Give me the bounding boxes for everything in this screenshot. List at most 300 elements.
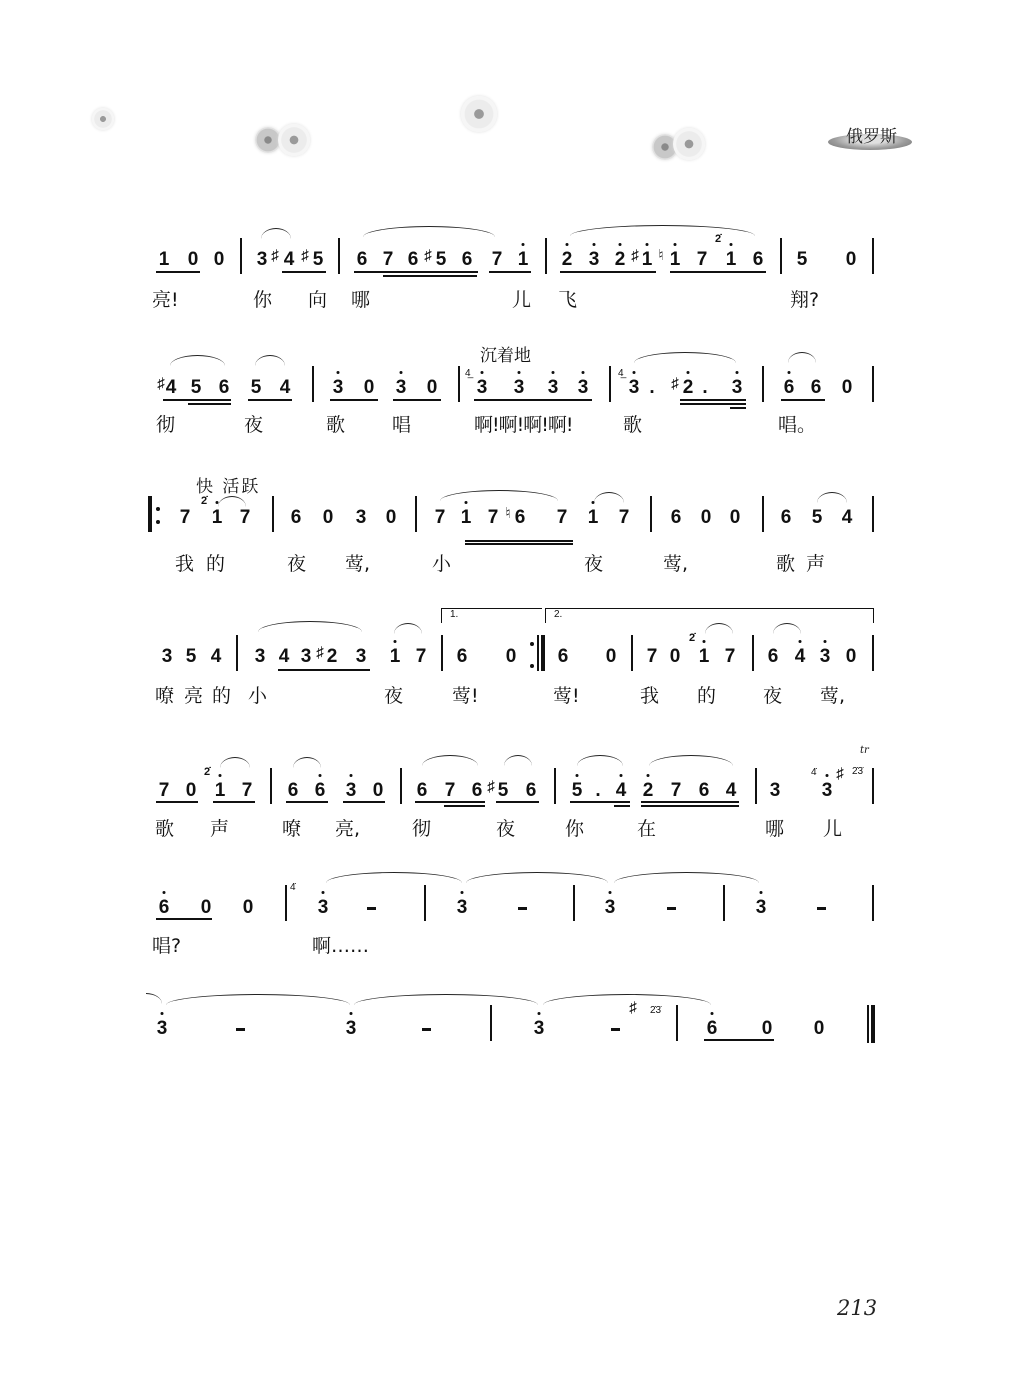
note: 0: [200, 897, 212, 918]
octave-dot: [322, 891, 325, 894]
note: 4: [283, 249, 295, 270]
note: 6: [218, 377, 230, 398]
lyric: 声: [210, 818, 230, 840]
sustain-dash: [367, 907, 376, 910]
sustain-dash: [236, 1028, 245, 1031]
trill-mark: tr: [860, 745, 869, 756]
underline: [641, 805, 739, 807]
bar-line: [609, 366, 611, 402]
bar-line: [424, 885, 426, 921]
underline: [415, 801, 485, 803]
lyric: 儿: [823, 818, 843, 840]
lyric: 亮,: [335, 818, 361, 840]
note: 6: [407, 249, 419, 270]
underline: [704, 1039, 774, 1041]
note: 7: [556, 507, 568, 528]
bar-line: [272, 496, 274, 532]
note: 4: [615, 780, 627, 801]
underline: [560, 271, 656, 273]
lyric: 在: [637, 818, 657, 840]
note: 4: [165, 377, 177, 398]
lyric: 飞: [558, 289, 578, 311]
note: 3: [156, 1018, 168, 1039]
bar-line: [236, 635, 238, 671]
note: 1: [698, 646, 710, 667]
sharp-icon: ♯: [316, 644, 324, 661]
lyric: 的: [697, 685, 717, 707]
octave-dot: [736, 371, 739, 374]
note: 6: [698, 780, 710, 801]
note: 6: [471, 780, 483, 801]
repeat-dot: [530, 664, 534, 668]
underline: [278, 669, 370, 671]
octave-dot: [350, 1012, 353, 1015]
bar-line: [676, 1005, 678, 1041]
note: 5: [497, 780, 509, 801]
note: 0: [605, 646, 617, 667]
note: 2: [642, 780, 654, 801]
slur: [634, 352, 736, 363]
underline: [570, 801, 630, 803]
flower-icon: [461, 96, 497, 132]
bar-line: [554, 768, 556, 804]
lyric: 歌: [776, 553, 796, 575]
note: 7: [724, 646, 736, 667]
repeat-dot: [156, 507, 160, 511]
note: 6: [780, 507, 792, 528]
octave-dot: [674, 243, 677, 246]
note: 1: [641, 249, 653, 270]
underline: [614, 805, 630, 807]
note: 6: [416, 780, 428, 801]
tie: [354, 994, 538, 1005]
slur: [293, 757, 321, 768]
repeat-end-barline: [537, 635, 539, 671]
note: 4: [725, 780, 737, 801]
sustain-dash: [817, 907, 826, 910]
octave-dot: [824, 640, 827, 643]
note: 6: [287, 780, 299, 801]
octave-dot: [522, 243, 525, 246]
repeat-dot: [530, 642, 534, 646]
note: 0: [845, 249, 857, 270]
bar-line: [872, 496, 874, 532]
sharp-icon: ♯: [487, 778, 495, 795]
lyric: 夜: [244, 414, 264, 436]
lyric: 亮!: [152, 289, 179, 311]
note: 6: [456, 646, 468, 667]
note: 7: [179, 507, 191, 528]
slur: [261, 228, 291, 239]
lyric: 唱?: [152, 935, 182, 957]
slur: [363, 226, 495, 237]
note: 3: [547, 377, 559, 398]
lyric: 莺,: [345, 553, 371, 575]
underline: [156, 918, 212, 920]
note: 0: [761, 1018, 773, 1039]
bar-line: [872, 635, 874, 671]
note: 0: [185, 780, 197, 801]
note: 1: [389, 646, 401, 667]
note: 6: [767, 646, 779, 667]
lyric: 小: [432, 553, 452, 575]
underline: [393, 399, 441, 401]
grace-note: 2̇: [204, 766, 211, 778]
note: 2: [326, 646, 338, 667]
note: 6: [557, 646, 569, 667]
slur: [504, 755, 532, 766]
grace-note: 2̇: [201, 495, 208, 507]
flower-icon: [673, 128, 705, 160]
lyric: 夜: [763, 685, 783, 707]
note: 6: [461, 249, 473, 270]
octave-dot: [609, 891, 612, 894]
underline: [781, 399, 825, 401]
flower-icon: [278, 124, 310, 156]
underline: [680, 399, 746, 401]
sharp-icon: ♯: [424, 247, 432, 264]
sustain-dash: [422, 1028, 431, 1031]
note: 6: [525, 780, 537, 801]
note: 2: [614, 249, 626, 270]
bar-line: [872, 366, 874, 402]
underline: [163, 399, 231, 401]
lyric: 彻: [156, 414, 176, 436]
slur: [422, 755, 478, 766]
note: 0: [372, 780, 384, 801]
bar-line: [631, 635, 633, 671]
underline: [156, 271, 200, 273]
grace-note: 4̇: [811, 767, 817, 778]
lyric: 你: [565, 818, 585, 840]
note: 7: [487, 507, 499, 528]
bar-line: [312, 366, 314, 402]
octave-dot: [730, 243, 733, 246]
lyric: 啊!啊!啊!啊!: [474, 414, 573, 436]
octave-dot: [711, 1012, 714, 1015]
underline: [286, 801, 328, 803]
octave-dot: [465, 501, 468, 504]
note: 5: [435, 249, 447, 270]
note: 0: [242, 897, 254, 918]
slur: [220, 757, 250, 768]
octave-dot: [799, 640, 802, 643]
note: 3: [821, 780, 833, 801]
bar-line: [415, 496, 417, 532]
slur: [170, 355, 225, 366]
underline: [248, 399, 292, 401]
bar-line: [762, 366, 764, 402]
lyric: 我: [175, 553, 195, 575]
underline: [474, 399, 592, 401]
sustain-dash: [611, 1028, 620, 1031]
slur: [788, 352, 816, 363]
underline: [444, 805, 485, 807]
grace-note: 2̇: [715, 233, 722, 245]
underline: [496, 801, 539, 803]
bar-line: [872, 238, 874, 274]
note: 5: [571, 780, 583, 801]
octave-dot: [350, 774, 353, 777]
lyric: 儿: [512, 289, 532, 311]
note: 3: [254, 646, 266, 667]
note: 0: [841, 377, 853, 398]
note: 7: [241, 780, 253, 801]
note: 3: [604, 897, 616, 918]
lyric: 莺,: [820, 685, 846, 707]
octave-dot: [788, 371, 791, 374]
lyric: 的: [212, 685, 232, 707]
lyric: 歌: [623, 414, 643, 436]
lyric: 歌: [326, 414, 346, 436]
octave-dot: [703, 640, 706, 643]
octave-dot: [538, 1012, 541, 1015]
note: 7: [239, 507, 251, 528]
note: 7: [670, 780, 682, 801]
lyric: 夜: [496, 818, 516, 840]
sustain-dash: [518, 907, 527, 910]
note: 1: [517, 249, 529, 270]
bar-line: [458, 366, 460, 402]
note: 7: [382, 249, 394, 270]
bar-line: [872, 885, 874, 921]
bar-line: [762, 496, 764, 532]
note: 1: [669, 249, 681, 270]
sustain-dash: [667, 907, 676, 910]
bar-line: [650, 496, 652, 532]
tie: [543, 994, 711, 1005]
note: 1: [460, 507, 472, 528]
bar-line: [755, 768, 757, 804]
note: 3: [819, 646, 831, 667]
octave-dot: [481, 371, 484, 374]
repeat-start-barline: [148, 496, 152, 532]
note: 0: [363, 377, 375, 398]
lyric: 歌: [155, 818, 175, 840]
note: 3: [300, 646, 312, 667]
lyric: 莺!: [452, 685, 479, 707]
tie: [166, 994, 350, 1005]
country-label: 俄罗斯: [846, 127, 897, 147]
note: 6: [158, 897, 170, 918]
sharp-icon: ♯: [271, 247, 279, 264]
octave-dot: [760, 891, 763, 894]
lyric: 夜: [384, 685, 404, 707]
underline: [465, 540, 573, 542]
lyric: 声: [806, 553, 826, 575]
tie: [614, 872, 759, 883]
note: 1: [587, 507, 599, 528]
slur: [705, 623, 733, 634]
note: 1: [725, 249, 737, 270]
lyric: 莺,: [663, 553, 689, 575]
note: 5: [185, 646, 197, 667]
note: 7: [444, 780, 456, 801]
final-barline-thin: [867, 1005, 869, 1043]
note: 5: [190, 377, 202, 398]
lyric: 翔?: [790, 289, 820, 311]
octave-dot: [633, 371, 636, 374]
bar-line: [752, 635, 754, 671]
note: 5: [811, 507, 823, 528]
note: 7: [696, 249, 708, 270]
note: 3: [588, 249, 600, 270]
slur: [258, 621, 362, 632]
lyric: 夜: [287, 553, 307, 575]
note: 5: [796, 249, 808, 270]
note: 6: [783, 377, 795, 398]
lyric: 我: [640, 685, 660, 707]
octave-dot: [646, 243, 649, 246]
time-signature: 4̲: [618, 368, 624, 379]
sharp-icon: ♯: [671, 375, 679, 392]
note: 3: [628, 377, 640, 398]
note: 6: [356, 249, 368, 270]
note: 0: [700, 507, 712, 528]
grace-note: 2̇3̇: [650, 1005, 662, 1016]
octave-dot: [319, 774, 322, 777]
lyric: 莺!: [553, 685, 580, 707]
octave-dot: [219, 774, 222, 777]
page-number: 213: [837, 1296, 878, 1320]
note: 6: [290, 507, 302, 528]
underline: [489, 271, 531, 273]
note: 4: [278, 646, 290, 667]
lyric: 小: [248, 685, 268, 707]
natural-icon: ♮: [658, 247, 664, 264]
tie-continuation: [146, 993, 162, 1004]
grace-note: 4̇: [290, 882, 296, 893]
note: 4: [279, 377, 291, 398]
expression-mark: 快 活跃: [196, 477, 261, 497]
note: 3: [355, 507, 367, 528]
octave-dot: [552, 371, 555, 374]
underline: [465, 543, 573, 545]
note: 4: [210, 646, 222, 667]
lyric: 嘹: [282, 818, 302, 840]
note: 0: [322, 507, 334, 528]
lyric: 向: [308, 289, 328, 311]
slur: [440, 490, 558, 501]
note: 6: [514, 507, 526, 528]
note: 0: [729, 507, 741, 528]
underline: [641, 801, 739, 803]
note: 7: [646, 646, 658, 667]
lyric: 的: [206, 553, 226, 575]
underline: [354, 271, 478, 273]
note: 5: [250, 377, 262, 398]
note: 3: [345, 780, 357, 801]
note: 5: [312, 249, 324, 270]
slur: [570, 225, 755, 236]
note: 4: [794, 646, 806, 667]
sharp-icon: ♯: [836, 765, 844, 782]
note: 7: [618, 507, 630, 528]
underline: [670, 271, 766, 273]
lyric: 你: [253, 289, 273, 311]
note: 0: [505, 646, 517, 667]
octave-dot: [619, 243, 622, 246]
note: 3: [317, 897, 329, 918]
note: 2: [561, 249, 573, 270]
lyric: 啊……: [312, 935, 370, 957]
tie: [466, 872, 608, 883]
sharp-icon: ♯: [301, 247, 309, 264]
octave-dot: [394, 640, 397, 643]
grace-note: 2̇3̇: [852, 766, 864, 777]
bar-line: [872, 768, 874, 804]
lyric: 亮: [184, 685, 204, 707]
octave-dot: [576, 774, 579, 777]
note: 6: [670, 507, 682, 528]
note: 3: [345, 1018, 357, 1039]
octave-dot: [620, 774, 623, 777]
lyric: 哪: [765, 818, 785, 840]
note: 0: [845, 646, 857, 667]
octave-dot: [163, 891, 166, 894]
note: 3: [533, 1018, 545, 1039]
underline: [343, 801, 385, 803]
bar-line: [573, 885, 575, 921]
note: 7: [434, 507, 446, 528]
volta-2: [545, 608, 874, 623]
note: 0: [669, 646, 681, 667]
note: 3: [769, 780, 781, 801]
note: 7: [158, 780, 170, 801]
bar-line: [441, 635, 443, 671]
octave-dot: [518, 371, 521, 374]
flower-icon: [92, 108, 114, 130]
octave-dot: [647, 774, 650, 777]
lyric: 嘹: [155, 685, 175, 707]
lyric: 唱: [392, 414, 412, 436]
slur: [773, 623, 801, 634]
note: 3: [755, 897, 767, 918]
sharp-icon: ♯: [629, 999, 637, 1016]
expression-mark: 沉着地: [480, 346, 531, 366]
note: 3: [332, 377, 344, 398]
note: 0: [813, 1018, 825, 1039]
bar-line: [338, 238, 340, 274]
octave-dot: [400, 371, 403, 374]
slur: [577, 755, 623, 766]
country-badge: [828, 122, 912, 150]
note: 1: [158, 249, 170, 270]
sharp-icon: ♯: [157, 375, 165, 392]
octave-dot: [461, 891, 464, 894]
slur: [594, 492, 624, 503]
note: 6: [706, 1018, 718, 1039]
underline: [213, 801, 255, 803]
underline: [383, 275, 477, 277]
bar-line: [780, 238, 782, 274]
final-barline-thick: [871, 1005, 875, 1043]
note: 6: [314, 780, 326, 801]
note: .: [649, 377, 655, 398]
underline: [680, 403, 746, 405]
slur: [255, 355, 285, 366]
slur: [394, 623, 422, 634]
note: 6: [752, 249, 764, 270]
volta-label: 1.: [450, 609, 459, 620]
note: 1: [214, 780, 226, 801]
note: 0: [385, 507, 397, 528]
octave-dot: [337, 371, 340, 374]
lyric: 哪: [351, 289, 371, 311]
repeat-end-barline-thick: [541, 635, 545, 671]
volta-label: 2.: [554, 609, 563, 620]
note: 7: [491, 249, 503, 270]
